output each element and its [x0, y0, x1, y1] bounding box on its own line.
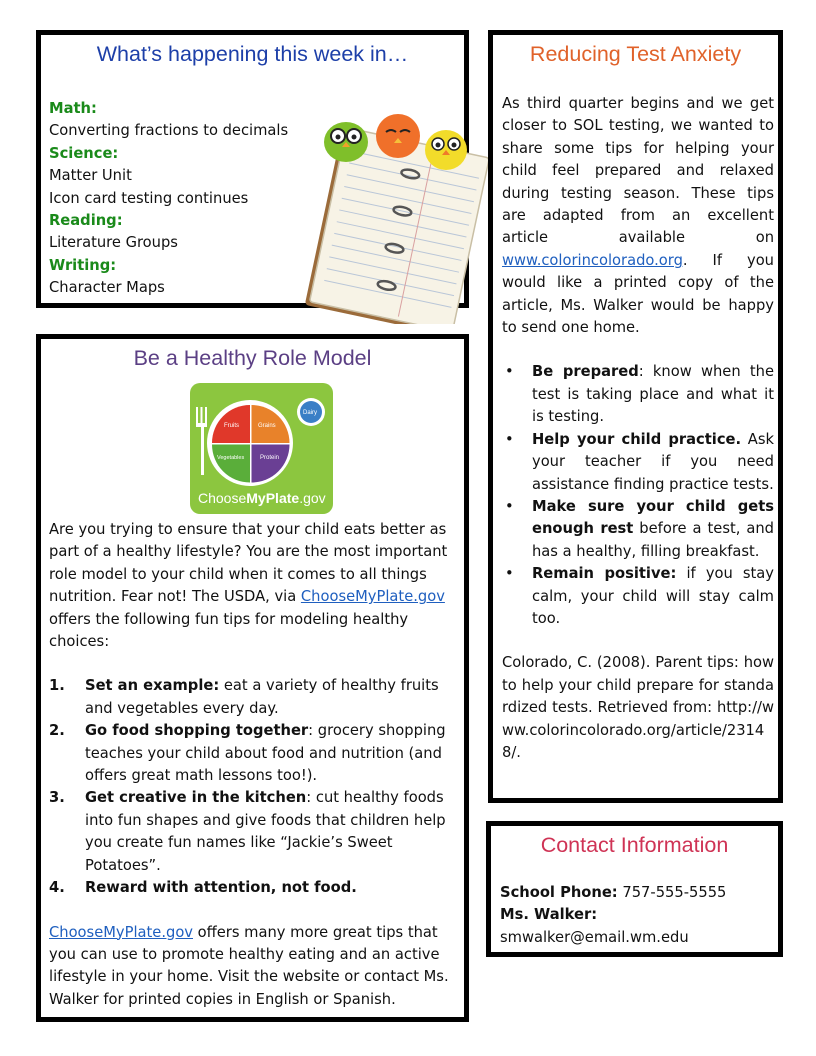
plate-protein-label: Protein: [260, 455, 280, 461]
writing-item: Character Maps: [49, 279, 165, 297]
school-phone: School Phone: 757-555-5555: [500, 884, 727, 901]
anxiety-title: Reducing Test Anxiety: [529, 42, 742, 66]
contact-title: Contact Information: [540, 833, 729, 857]
list-item: 4. Reward with attention, not food.: [49, 879, 357, 897]
science-item: Icon card testing continues: [49, 189, 249, 207]
health-tips-list: [49, 675, 459, 899]
health-body: [49, 519, 459, 1011]
anxiety-body: [502, 93, 774, 764]
list-item: 2. Go food shopping together: grocery shopping teaches your child about food and nutrition (and offers great math lessons too!).: [49, 722, 446, 785]
list-item: • Remain positive: if you stay calm, your child will stay calm too.: [505, 565, 775, 627]
health-intro: Are you trying to ensure that your child eats better as part of a healthy lifestyle? You are the most important role model to your child when it comes to all things nutrition. Fear not! The USDA, via ChooseMyPlate.gov offers the following fun tips for modeling healthy choices:: [49, 521, 448, 651]
plate-vegetables-label: Vegetables: [217, 455, 245, 461]
math-label: Math:: [49, 100, 97, 117]
notebook-owls-illustration: [296, 92, 490, 324]
teacher-label: Ms. Walker:: [500, 906, 598, 924]
myplate-logo: [190, 383, 333, 514]
myplate-brand: ChooseMyPlate.gov: [198, 490, 326, 506]
anxiety-box: [488, 30, 783, 803]
list-item: • Make sure your child gets enough rest before a test, and has a healthy, filling breakfast.: [505, 497, 775, 560]
science-item: Matter Unit: [49, 167, 132, 185]
health-title: Be a Healthy Role Model: [133, 346, 372, 370]
list-item: • Be prepared: know when the test is taking place and what it is testing.: [505, 363, 774, 426]
plate-grains-label: Grains: [258, 423, 276, 429]
plate-dairy-label: Dairy: [303, 410, 318, 416]
anxiety-intro: As third quarter begins and we get closer to SOL testing, we wanted to share some tips for helping your child feel prepared and relaxed during testing season. These tips are adapted from an excellent article available on www.colorincolorado.org. If you would like a printed copy of the article, Ms. Walker would be happy to send one home.: [502, 95, 774, 337]
reading-label: Reading:: [49, 212, 123, 230]
week-title: What’s happening this week in…: [96, 42, 409, 66]
week-list: [49, 98, 309, 300]
colorincolorado-link[interactable]: www.colorincolorado.org: [502, 251, 683, 269]
list-item: • Help your child practice. Ask your teacher if you need assistance finding practice tests.: [505, 430, 774, 493]
choosemyplate-link[interactable]: ChooseMyPlate.gov: [49, 923, 193, 941]
health-box: [36, 334, 469, 1022]
plate-fruits-label: Fruits: [224, 423, 239, 429]
contact-box: [486, 821, 783, 957]
list-item: 3. Get creative in the kitchen: cut healthy foods into fun shapes and give foods that children help you create fun names like “Jackie’s Sweet Potatoes”.: [49, 789, 446, 874]
health-outro: ChooseMyPlate.gov offers many more great tips that you can use to promote healthy eating and an active lifestyle in your home. Visit the website or contact Ms. Walker for printed copies in English or Spanish.: [49, 923, 449, 1008]
writing-label: Writing:: [49, 256, 117, 274]
teacher-email[interactable]: smwalker@email.wm.edu: [500, 928, 689, 946]
science-label: Science:: [49, 144, 119, 162]
math-item: Converting fractions to decimals: [49, 122, 289, 140]
anxiety-citation: Colorado, C. (2008). Parent tips: how to help your child prepare for standardized tests. Retrieved from: http://www.colorincolorado.org/article/23148/.: [502, 654, 774, 761]
reading-item: Literature Groups: [49, 234, 178, 252]
anxiety-tips-list: [502, 361, 774, 630]
contact-body: [500, 882, 775, 949]
choosemyplate-link[interactable]: ChooseMyPlate.gov: [300, 588, 445, 606]
list-item: 1. Set an example: eat a variety of healthy fruits and vegetables every day.: [49, 677, 439, 717]
